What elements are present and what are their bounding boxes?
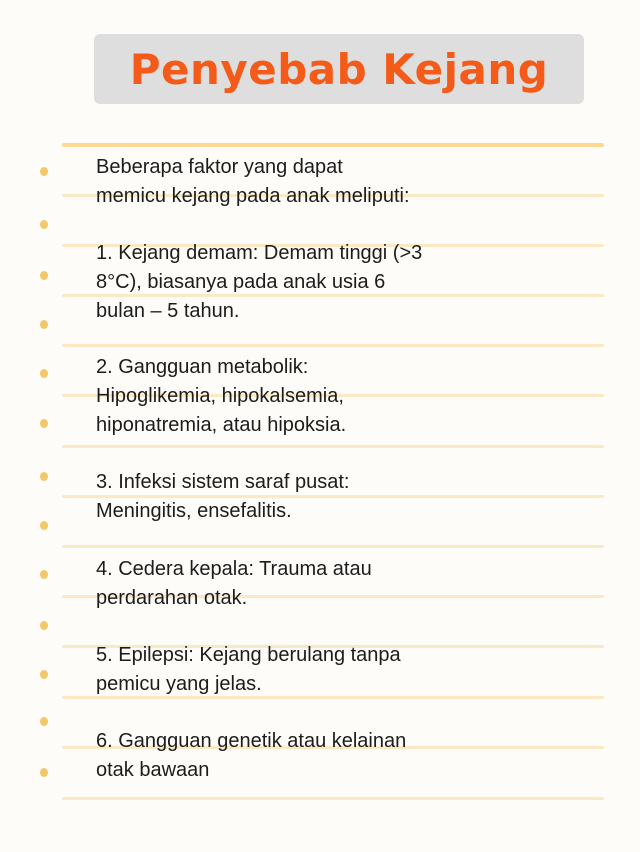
margin-dot	[40, 271, 48, 280]
list-item-line: 6. Gangguan genetik atau kelainan	[96, 730, 407, 752]
ruled-line	[62, 143, 604, 147]
margin-dot	[40, 369, 48, 378]
list-item-line: bulan – 5 tahun.	[96, 300, 240, 322]
list-item-line: 5. Epilepsi: Kejang berulang tanpa	[96, 644, 401, 666]
margin-dot	[40, 521, 48, 530]
margin-dot	[40, 768, 48, 777]
ruled-line	[62, 545, 604, 548]
margin-dot	[40, 167, 48, 176]
margin-dot	[40, 419, 48, 428]
margin-dot	[40, 621, 48, 630]
list-item-line: hiponatremia, atau hipoksia.	[96, 414, 347, 436]
list-item-line: 8°C), biasanya pada anak usia 6	[96, 271, 386, 293]
title-banner	[94, 34, 584, 104]
list-item-line: 1. Kejang demam: Demam tinggi (>3	[96, 242, 423, 264]
margin-dot	[40, 570, 48, 579]
margin-dot	[40, 670, 48, 679]
list-item-line: Meningitis, ensefalitis.	[96, 500, 292, 522]
list-item	[96, 727, 496, 785]
page-title: Penyebab Kejang	[129, 44, 549, 94]
list-item	[96, 555, 496, 613]
intro-paragraph	[96, 153, 496, 211]
list-item-line: 2. Gangguan metabolik:	[96, 356, 309, 378]
list-item-line: 3. Infeksi sistem saraf pusat:	[96, 471, 350, 493]
list-item-line: Hipoglikemia, hipokalsemia,	[96, 385, 344, 407]
margin-dot	[40, 472, 48, 481]
ruled-line	[62, 445, 604, 448]
intro-line: memicu kejang pada anak meliputi:	[96, 185, 410, 207]
list-item-line: perdarahan otak.	[96, 587, 248, 609]
margin-dot	[40, 320, 48, 329]
ruled-line	[62, 797, 604, 800]
margin-dot	[40, 717, 48, 726]
list-item	[96, 239, 496, 326]
list-item-line: pemicu yang jelas.	[96, 673, 262, 695]
list-item	[96, 641, 496, 699]
intro-line: Beberapa faktor yang dapat	[96, 156, 343, 178]
ruled-line	[62, 344, 604, 347]
list-item	[96, 468, 496, 526]
list-item	[96, 353, 496, 440]
list-item-line: 4. Cedera kepala: Trauma atau	[96, 558, 372, 580]
list-item-line: otak bawaan	[96, 759, 210, 781]
margin-dot	[40, 220, 48, 229]
